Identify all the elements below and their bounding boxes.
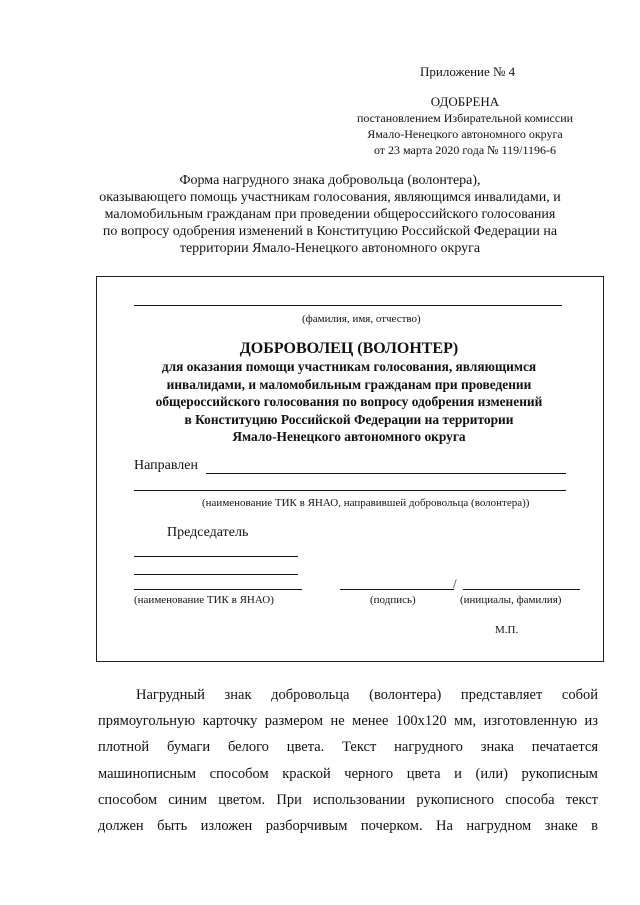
title-line-2: оказывающего помощь участникам голосования, являющимся инвалидами, и: [99, 190, 561, 205]
paragraph-line-4: машинописным способом краской черного цвета и (или) рукописным: [98, 765, 598, 782]
paragraph-line-3: плотной бумаги белого цвета. Текст нагрудного знака печатается: [98, 739, 598, 756]
badge-purpose-line-2: инвалидами, и маломобильным гражданам при проведении: [166, 376, 532, 392]
chairman-line-1: [134, 556, 298, 557]
appendix-number: Приложение № 4: [420, 64, 516, 79]
badge-purpose-line-3: общероссийского голосования по вопросу одобрения изменений: [155, 394, 543, 409]
stamp-label: М.П.: [495, 624, 519, 636]
paragraph-line-6: должен быть изложен разборчивым почерком. На нагрудном знаке в: [98, 818, 598, 835]
caption-initials: (инициалы, фамилия): [460, 594, 562, 606]
title-line-1: Форма нагрудного знака добровольца (волонтера),: [179, 173, 481, 188]
chairman-label: Председатель: [167, 525, 249, 540]
badge-purpose: [96, 358, 602, 446]
badge-purpose-line-4: в Конституцию Российской Федерации на территории: [184, 411, 514, 427]
caption-tik: (наименование ТИК в ЯНАО): [134, 594, 274, 606]
signature-line: [340, 589, 454, 590]
directed-caption: (наименование ТИК в ЯНАО, направившей добровольца (волонтера)): [202, 497, 530, 509]
initials-line: [463, 589, 580, 590]
directed-label: Направлен: [134, 458, 198, 473]
title-line-3: маломобильным гражданам при проведении общероссийского голосования: [104, 207, 556, 222]
approved-line-2: Ямало-Ненецкого автономного округа: [367, 127, 563, 141]
paragraph-line-5: способом синим цветом. При использовании рукописного способа текст: [98, 791, 598, 808]
directed-line-2: [134, 490, 566, 491]
paragraph-line-1: Нагрудный знак добровольца (волонтера) представляет собой: [136, 687, 598, 703]
approved-line-1: постановлением Избирательной комиссии: [356, 111, 574, 125]
tik-line: [134, 589, 302, 590]
badge-purpose-line-5: Ямало-Ненецкого автономного округа: [232, 429, 466, 444]
caption-signature: (подпись): [370, 594, 416, 606]
title-line-5: территории Ямало-Ненецкого автономного округа: [179, 241, 481, 256]
approved-line-3: от 23 марта 2020 года № 119/1196-6: [373, 143, 557, 157]
paragraph-line-2: прямоугольную карточку размером не менее 100х120 мм, изготовленную из: [98, 713, 598, 730]
badge-purpose-line-1: для оказания помощи участникам голосования, являющимся: [161, 359, 537, 374]
slash-separator: /: [453, 576, 457, 591]
fio-caption: (фамилия, имя, отчество): [302, 313, 421, 325]
badge-heading: ДОБРОВОЛЕЦ (ВОЛОНТЕР): [239, 340, 459, 357]
form-title: [60, 172, 600, 257]
fio-line: [134, 305, 562, 306]
description-paragraph: [98, 682, 598, 839]
title-line-4: по вопросу одобрения изменений в Конституцию Российской Федерации на: [102, 224, 558, 239]
chairman-line-2: [134, 574, 298, 575]
approved-label: ОДОБРЕНА: [430, 94, 500, 109]
directed-line: [206, 473, 566, 474]
